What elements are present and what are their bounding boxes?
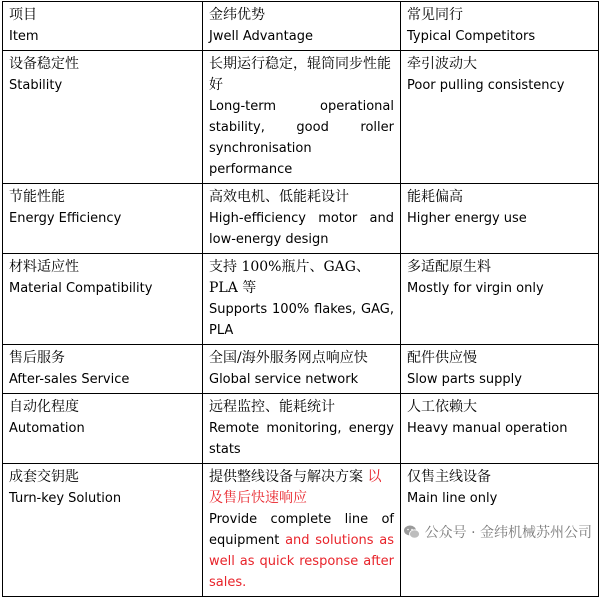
- item-en: Stability: [9, 78, 63, 93]
- jwell-zh: 支持 100%瓶片、GAG、PLA 等: [209, 259, 370, 296]
- header-competitors: [401, 2, 599, 51]
- jwell-en: [209, 509, 394, 593]
- item-zh: 售后服务: [9, 350, 65, 366]
- header-jwell-zh: 金纬优势: [209, 7, 265, 23]
- item-en: Automation: [9, 421, 85, 436]
- row-item: [3, 394, 203, 464]
- table-row: [3, 394, 599, 464]
- item-zh: 设备稳定性: [9, 56, 79, 72]
- item-en: Energy Efficiency: [9, 211, 122, 226]
- competitor-en: Higher energy use: [407, 211, 527, 226]
- header-jwell: [203, 2, 401, 51]
- header-competitors-en: Typical Competitors: [407, 29, 536, 44]
- table-header-row: [3, 2, 599, 51]
- jwell-en: Global service network: [209, 372, 359, 387]
- watermark-text: 公众号 · 金纬机械苏州公司: [424, 525, 592, 541]
- table-row: [3, 184, 599, 254]
- jwell-zh: 全国/海外服务网点响应快: [209, 350, 368, 366]
- competitor-en: Heavy manual operation: [407, 421, 568, 436]
- jwell-zh: [209, 467, 394, 509]
- competitor-en: Main line only: [407, 491, 498, 506]
- item-zh: 材料适应性: [9, 259, 79, 275]
- row-item: [3, 184, 203, 254]
- jwell-en: Remote monitoring, energy stats: [209, 421, 394, 457]
- jwell-en-red: and solutions as well as quick response after sales.: [209, 533, 394, 590]
- competitor-zh: 人工依赖大: [407, 399, 477, 415]
- competitor-zh: 配件供应慢: [407, 350, 477, 366]
- table-row: [3, 51, 599, 184]
- jwell-en: High-efficiency motor and low-energy design: [209, 211, 394, 247]
- competitor-zh: 仅售主线设备: [407, 469, 491, 485]
- competitor-zh: 多适配原生料: [407, 259, 491, 275]
- item-zh: 成套交钥匙: [9, 469, 79, 485]
- item-zh: 节能性能: [9, 189, 65, 205]
- table-row: [3, 254, 599, 345]
- item-en: Material Compatibility: [9, 281, 153, 296]
- competitor-en: Poor pulling consistency: [407, 78, 565, 93]
- jwell-en-black: Provide complete line of equipment: [209, 512, 394, 548]
- comparison-table: [2, 1, 599, 597]
- row-competitor: [401, 184, 599, 254]
- jwell-en: Long-term operational stability, good roller synchronisation performance: [209, 99, 394, 177]
- jwell-zh: 高效电机、低能耗设计: [209, 189, 349, 205]
- header-jwell-en: Jwell Advantage: [209, 29, 313, 44]
- table-row: [3, 345, 599, 394]
- competitor-zh: 能耗偏高: [407, 189, 463, 205]
- header-item-zh: 项目: [9, 7, 37, 23]
- header-item-en: Item: [9, 29, 39, 44]
- row-item: [3, 254, 203, 345]
- item-en: Turn-key Solution: [9, 491, 122, 506]
- row-item: [3, 464, 203, 597]
- row-jwell: [203, 254, 401, 345]
- row-competitor: [401, 394, 599, 464]
- row-jwell: [203, 184, 401, 254]
- jwell-zh-black: 提供整线设备与解决方案: [209, 469, 363, 485]
- row-jwell: [203, 394, 401, 464]
- jwell-zh-red: 以及售后快速响应: [209, 469, 382, 506]
- row-jwell: [203, 464, 401, 597]
- competitor-zh: 牵引波动大: [407, 56, 477, 72]
- row-item: [3, 345, 203, 394]
- jwell-zh: 长期运行稳定，辊筒同步性能好: [209, 56, 391, 93]
- wechat-icon: [403, 524, 421, 540]
- row-competitor: [401, 51, 599, 184]
- jwell-en: Supports 100% flakes, GAG, PLA: [209, 302, 394, 338]
- row-jwell: [203, 345, 401, 394]
- item-en: After-sales Service: [9, 372, 130, 387]
- row-competitor: [401, 254, 599, 345]
- header-item: [3, 2, 203, 51]
- watermark: [403, 522, 592, 542]
- competitor-en: Slow parts supply: [407, 372, 522, 387]
- row-competitor: [401, 345, 599, 394]
- item-zh: 自动化程度: [9, 399, 79, 415]
- jwell-zh: 远程监控、能耗统计: [209, 399, 335, 415]
- header-competitors-zh: 常见同行: [407, 7, 463, 23]
- row-item: [3, 51, 203, 184]
- competitor-en: Mostly for virgin only: [407, 281, 544, 296]
- row-jwell: [203, 51, 401, 184]
